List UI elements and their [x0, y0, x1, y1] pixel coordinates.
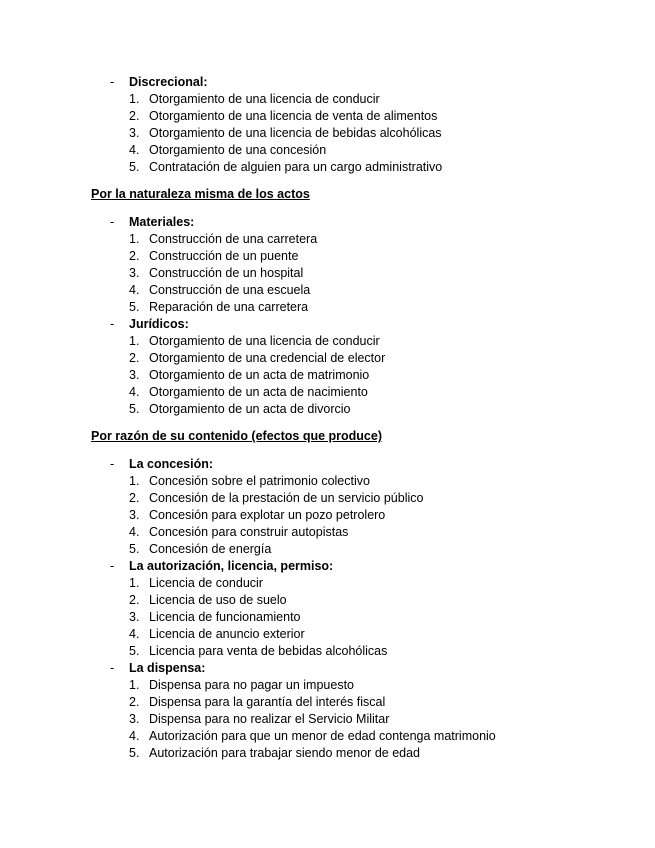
- list-item-text: Autorización para trabajar siendo menor de edad: [149, 746, 421, 760]
- list-item-text: Otorgamiento de un acta de divorcio: [149, 402, 351, 416]
- section-heading: Por razón de su contenido (efectos que produce): [91, 429, 383, 443]
- list-item-text: Otorgamiento de una licencia de conducir: [149, 92, 380, 106]
- dash-marker: -: [110, 75, 115, 89]
- list-item: 1. Concesión sobre el patrimonio colectivo: [129, 474, 370, 488]
- list-item-text: Concesión sobre el patrimonio colectivo: [149, 474, 370, 488]
- list-item: 1. Otorgamiento de una licencia de conducir: [129, 334, 380, 348]
- list-item: 3. Construcción de un hospital: [129, 266, 304, 280]
- list-item-text: Otorgamiento de una licencia de conducir: [149, 334, 380, 348]
- list-item-text: Otorgamiento de una licencia de bebidas alcohólicas: [149, 126, 442, 140]
- document-page: [0, 74, 655, 762]
- list-item-text: Autorización para que un menor de edad contenga matrimonio: [149, 729, 496, 743]
- list-item: 4. Otorgamiento de una concesión: [129, 143, 327, 157]
- list-item-text: Licencia de funcionamiento: [149, 610, 301, 624]
- list-item-text: Otorgamiento de un acta de matrimonio: [149, 368, 370, 382]
- list-item: 1. Otorgamiento de una licencia de conducir: [129, 92, 380, 106]
- group-label: La concesión:: [129, 457, 214, 471]
- dash-marker: -: [110, 559, 115, 573]
- list-item: 5. Contratación de alguien para un cargo administrativo: [129, 160, 443, 174]
- list-item-text: Contratación de alguien para un cargo administrativo: [149, 160, 443, 174]
- dash-marker: -: [110, 661, 115, 675]
- list-item: 1. Licencia de conducir: [129, 576, 263, 590]
- list-item: 4. Otorgamiento de un acta de nacimiento: [129, 385, 368, 399]
- list-item-text: Concesión para construir autopistas: [149, 525, 349, 539]
- dash-marker: -: [110, 215, 115, 229]
- list-item-text: Dispensa para no realizar el Servicio Militar: [149, 712, 390, 726]
- list-item-text: Reparación de una carretera: [149, 300, 309, 314]
- list-item: 5. Reparación de una carretera: [129, 300, 309, 314]
- list-item-text: Construcción de un puente: [149, 249, 299, 263]
- list-item-text: Licencia de uso de suelo: [149, 593, 287, 607]
- list-item-text: Concesión para explotar un pozo petrolero: [149, 508, 386, 522]
- dash-marker: -: [110, 317, 115, 331]
- group-header: [0, 316, 655, 333]
- list-item: 2. Otorgamiento de una licencia de venta de alimentos: [129, 109, 438, 123]
- list-item-text: Construcción de una carretera: [149, 232, 318, 246]
- list-item-text: Otorgamiento de una credencial de elector: [149, 351, 386, 365]
- section-contenido: [0, 428, 655, 762]
- list-item-text: Dispensa para la garantía del interés fiscal: [149, 695, 386, 709]
- list-item-text: Construcción de un hospital: [149, 266, 304, 280]
- list-item: 2. Dispensa para la garantía del interés fiscal: [129, 695, 386, 709]
- list-item: 2. Concesión de la prestación de un servicio público: [129, 491, 424, 505]
- list-item: 1. Construcción de una carretera: [129, 232, 318, 246]
- group-label: Jurídicos:: [129, 317, 189, 331]
- list-item: 4. Licencia de anuncio exterior: [129, 627, 305, 641]
- list-item: 4. Autorización para que un menor de edad contenga matrimonio: [129, 729, 496, 743]
- group-header: [0, 660, 655, 677]
- list-item-text: Dispensa para no pagar un impuesto: [149, 678, 354, 692]
- list-item: 3. Dispensa para no realizar el Servicio Militar: [129, 712, 390, 726]
- list-item: 3. Licencia de funcionamiento: [129, 610, 301, 624]
- list-item: 5. Autorización para trabajar siendo menor de edad: [129, 746, 421, 760]
- list-item-text: Licencia para venta de bebidas alcohólicas: [149, 644, 388, 658]
- group-label: Materiales:: [129, 215, 195, 229]
- list-item: 2. Licencia de uso de suelo: [129, 593, 287, 607]
- group-header: [0, 214, 655, 231]
- list-item: 5. Otorgamiento de un acta de divorcio: [129, 402, 351, 416]
- list-item: 3. Otorgamiento de un acta de matrimonio: [129, 368, 370, 382]
- group-label: La dispensa:: [129, 661, 206, 675]
- group-label: Discrecional:: [129, 75, 208, 89]
- list-item-text: Licencia de anuncio exterior: [149, 627, 305, 641]
- group-label: La autorización, licencia, permiso:: [129, 559, 334, 573]
- list-item-text: Otorgamiento de una concesión: [149, 143, 327, 157]
- list-item: 4. Concesión para construir autopistas: [129, 525, 349, 539]
- section-heading: Por la naturaleza misma de los actos: [91, 187, 310, 201]
- list-item: 5. Concesión de energía: [129, 542, 272, 556]
- group-header: [0, 74, 655, 91]
- list-item: 1. Dispensa para no pagar un impuesto: [129, 678, 354, 692]
- list-item-text: Licencia de conducir: [149, 576, 263, 590]
- list-item: 3. Concesión para explotar un pozo petrolero: [129, 508, 386, 522]
- section-naturaleza: [0, 186, 655, 418]
- list-item: 2. Construcción de un puente: [129, 249, 299, 263]
- list-item-text: Otorgamiento de un acta de nacimiento: [149, 385, 368, 399]
- list-item: 3. Otorgamiento de una licencia de bebidas alcohólicas: [129, 126, 442, 140]
- list-item: 2. Otorgamiento de una credencial de elector: [129, 351, 386, 365]
- dash-marker: -: [110, 457, 115, 471]
- section-discrecional: [0, 74, 655, 176]
- list-item-text: Concesión de la prestación de un servicio público: [149, 491, 424, 505]
- list-item-text: Otorgamiento de una licencia de venta de alimentos: [149, 109, 438, 123]
- list-item: 5. Licencia para venta de bebidas alcohólicas: [129, 644, 388, 658]
- group-header: [0, 558, 655, 575]
- list-item: 4. Construcción de una escuela: [129, 283, 311, 297]
- group-header: [0, 456, 655, 473]
- list-item-text: Construcción de una escuela: [149, 283, 311, 297]
- list-item-text: Concesión de energía: [149, 542, 272, 556]
